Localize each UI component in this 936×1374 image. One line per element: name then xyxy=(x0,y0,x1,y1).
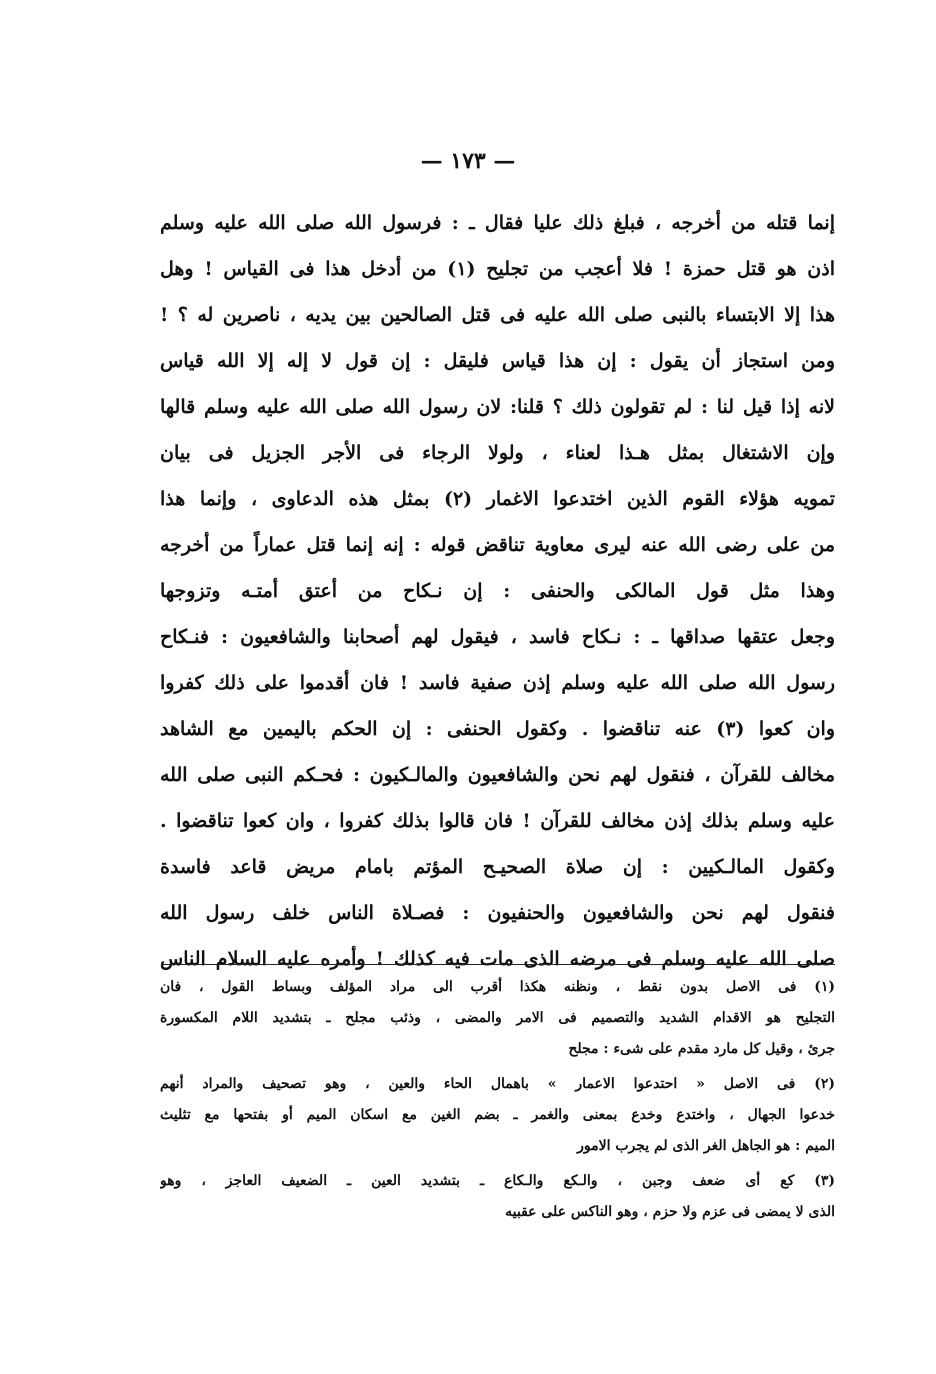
text-line: وإن الاشتغال بمثل هـذا لعناء ، ولولا الرجاء فى الأجر الجزيل فى بيان xyxy=(160,442,835,464)
footnote-line: خدعوا الجهال ، واختدع وخدع بمعنى والغمر ـ بضم الغين مع اسكان الميم أو بفتحها مع تثليث xyxy=(160,1107,835,1123)
footnote-line: (١) فى الاصل بدون نقط ، ونظنه هكذا أقرب الى مراد المؤلف وبساط القول ، فان xyxy=(160,979,835,995)
text-line: صلى الله عليه وسلم فى مرضه الذى مات فيه كذلك ! وأمره عليه السلام الناس xyxy=(160,948,835,970)
text-line: مخالف للقرآن ، فنقول لهم نحن والشافعيون والمالـكيون : فحـكم النبى صلى الله xyxy=(160,764,835,786)
text-line: وهذا مثل قول المالكى والحنفى : إن نـكاح من أعتق أمتـه وتزوجها xyxy=(160,580,835,602)
text-line: عليه وسلم بذلك إذن مخالف للقرآن ! فان قالوا بذلك كفروا ، وان كعوا تناقضوا . xyxy=(160,810,835,832)
text-line: وجعل عتقها صداقها ـ : نـكاح فاسد ، فيقول لهم أصحابنا والشافعيون : فنـكاح xyxy=(160,626,835,648)
text-line: إنما قتله من أخرجه ، فبلغ ذلك عليا فقال ـ : فرسول الله صلى الله عليه وسلم xyxy=(160,212,835,234)
footnote-2 xyxy=(160,1069,835,1162)
footnote-3 xyxy=(160,1166,835,1228)
footnote-line: الذى لا يمضى فى عزم ولا حزم ، وهو الناكس على عقبيه xyxy=(505,1204,835,1220)
text-line: اذن هو قتل حمزة ! فلا أعجب من تجليح (١) من أدخل هذا فى القياس ! وهل xyxy=(160,258,835,280)
footnote-1 xyxy=(160,972,835,1065)
text-line: هذا إلا الابتساء بالنبى صلى الله عليه فى قتل الصالحين بين يديه ، ناصرين له ؟ ! xyxy=(160,304,835,326)
page-number: — ١٧٣ — xyxy=(420,148,516,174)
main-text xyxy=(160,200,835,982)
text-line: تمويه هؤلاء القوم الذين اختدعوا الاغمار (٢) بمثل هذه الدعاوى ، وإنما هذا xyxy=(160,488,835,510)
text-line: لانه إذا قيل لنا : لم تقولون ذلك ؟ قلنا: لان رسول الله صلى الله عليه وسلم قالها xyxy=(160,396,835,418)
footnotes xyxy=(160,972,835,1228)
footnote-separator xyxy=(161,964,835,965)
footnote-line: الميم : هو الجاهل الغر الذى لم يجرب الامور xyxy=(577,1138,835,1154)
text-line: وكقول المالـكيين : إن صلاة الصحيـح المؤتم بامام مريض قاعد فاسدة xyxy=(160,856,835,878)
text-line: فنقول لهم نحن والشافعيون والحنفيون : فصـلاة الناس خلف رسول الله xyxy=(160,902,835,924)
text-line: رسول الله صلى الله عليه وسلم إذن صفية فاسد ! فان أقدموا على ذلك كفروا xyxy=(160,672,835,694)
footnote-line: جرئ ، وقيل كل مارد مقدم على شىء : مجلح xyxy=(568,1041,835,1057)
text-line: وان كعوا (٣) عنه تناقضوا . وكقول الحنفى : إن الحكم باليمين مع الشاهد xyxy=(160,718,835,740)
text-line: ومن استجاز أن يقول : إن هذا قياس فليقل : إن قول لا إله إلا الله قياس xyxy=(160,350,835,372)
footnote-line: التجليح هو الاقدام الشديد والتصميم فى الامر والمضى ، وذئب مجلح ـ بتشديد اللام المكسورة xyxy=(160,1010,835,1026)
text-line: من على رضى الله عنه ليرى معاوية تناقض قوله : إنه إنما قتل عماراً من أخرجه xyxy=(160,534,835,556)
footnote-line: (٣) كع أى ضعف وجبن ، والـكع والـكاع ـ بتشديد العين ـ الضعيف العاجز ، وهو xyxy=(160,1173,835,1189)
footnote-line: (٢) فى الاصل « احتدعوا الاعمار » باهمال الحاء والعين ، وهو تصحيف والمراد أنهم xyxy=(160,1076,835,1092)
